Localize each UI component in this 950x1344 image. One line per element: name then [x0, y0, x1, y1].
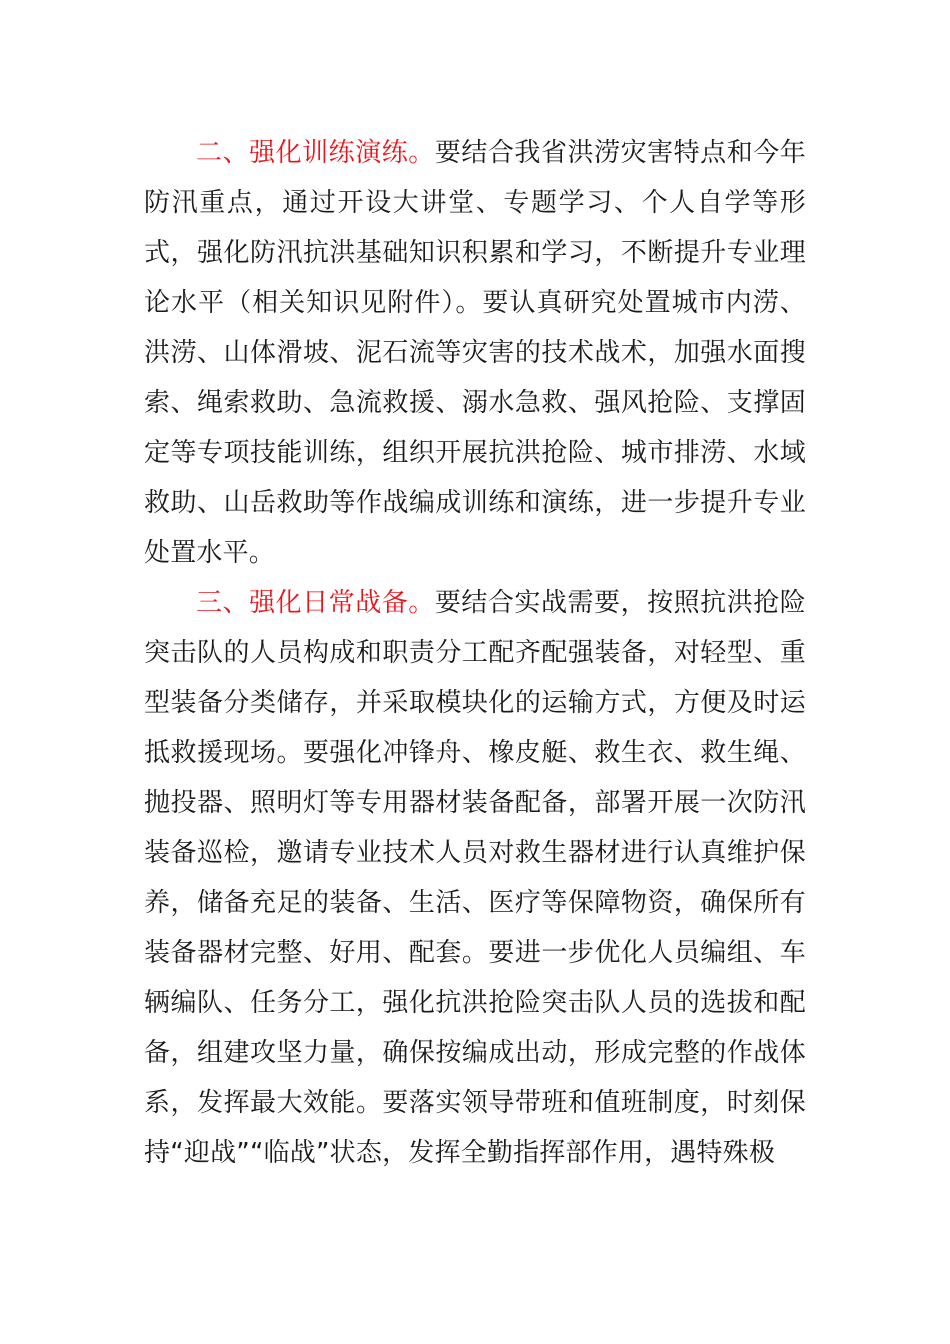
paragraph-readiness [144, 578, 806, 1178]
paragraph-heading-readiness: 三、强化日常战备。 [196, 588, 435, 618]
document-body [144, 128, 806, 1178]
paragraph-training [144, 128, 806, 578]
paragraph-text-training: 要结合我省洪涝灾害特点和今年防汛重点，通过开设大讲堂、专题学习、个人自学等形式，强化防汛抗洪基础知识积累和学习，不断提升专业理论水平（相关知识见附件）。要认真研究处置城市内涝、洪涝、山体滑坡、泥石流等灾害的技术战术，加强水面搜索、绳索救助、急流救援、溺水急救、强风抢险、支撑固定等专项技能训练，组织开展抗洪抢险、城市排涝、水域救助、山岳救助等作战编成训练和演练，进一步提升专业处置水平。 [144, 138, 806, 568]
paragraph-heading-training: 二、强化训练演练。 [196, 138, 435, 168]
paragraph-text-readiness: 要结合实战需要，按照抗洪抢险突击队的人员构成和职责分工配齐配强装备，对轻型、重型装备分类储存，并采取模块化的运输方式，方便及时运抵救援现场。要强化冲锋舟、橡皮艇、救生衣、救生绳、抛投器、照明灯等专用器材装备配备，部署开展一次防汛装备巡检，邀请专业技术人员对救生器材进行认真维护保养，储备充足的装备、生活、医疗等保障物资，确保所有装备器材完整、好用、配套。要进一步优化人员编组、车辆编队、任务分工，强化抗洪抢险突击队人员的选拔和配备，组建攻坚力量，确保按编成出动，形成完整的作战体系，发挥最大效能。要落实领导带班和值班制度，时刻保持“迎战”“临战”状态，发挥全勤指挥部作用，遇特殊极 [144, 588, 806, 1168]
